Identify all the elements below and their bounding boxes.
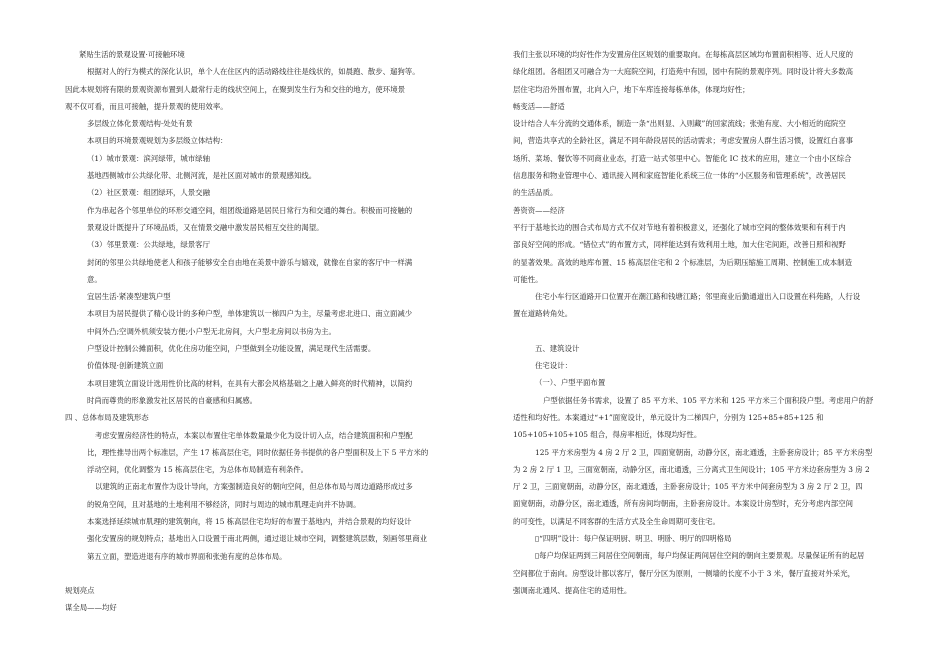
- text-line: 因此本规划将有限的景观资源布置到人最常行走的线状空间上，在聚到发生行为和交往的地方，使环境景: [65, 84, 405, 94]
- text-line: 户型依据任务书需求，设置了 85 平方米、105 平方米和 125 平方米三个面积段户型。考虑用户的舒: [543, 395, 874, 405]
- text-line: 的生活品质。: [513, 188, 558, 198]
- text-line: 我们主张以环境的均好性作为安置房住区规划的重要取向。在每栋高层区域均布置面积相等、近人尺度的: [513, 50, 853, 59]
- text-line: 本案选择延续城市肌理的建筑朝向，将 15 栋高层住宅均好的布置于基地内，并结合景观的均好设计: [87, 517, 412, 527]
- text-line: （1）城市景观：滨河绿带，城市绿轴: [87, 153, 210, 163]
- text-line: 中间外凸;空调外机须安装方便;小户型无北房间，大户型北房间以书房为主。: [87, 326, 336, 336]
- text-line: 意。: [87, 274, 102, 284]
- text-line: 信息服务和物业管理中心、通讯接入网和家庭智能化系统三位一体的“小区服务和管理系统”，改善居民: [513, 171, 846, 181]
- text-line: 善资资——经济: [513, 205, 565, 215]
- text-line: 比，理性推导出两个标准层，产生 17 栋高层住宅，同时依据任务书提供的各户型面积及上下 5 平方米的: [87, 447, 429, 457]
- text-line: 平行于基地长边的围合式布局方式不仅对节地有着积极意义，还强化了城市空间的整体效果和有利于内: [513, 222, 846, 232]
- text-line: 场所、菜场、餐饮等不同商业业态，打造一站式邻里中心。智能化 IC 技术的应用，建立一个由小区综合: [513, 153, 852, 163]
- text-line: 置在道路转角处。: [513, 309, 573, 319]
- text-line: 封闭的邻里公共绿地使老人和孩子能够安全自由地在美景中游乐与嬉戏，就像在自家的客厅中一样满: [87, 257, 413, 267]
- text-line: 可能性。: [513, 274, 543, 284]
- left-text-column: [65, 46, 465, 617]
- text-line: 五、建筑设计: [535, 343, 580, 353]
- text-line: 的可变性，以满足不同客群的生活方式及全生命周期可变住宅。: [513, 516, 720, 526]
- text-line: 厅 2 卫，三面宽朝南，动静分区，南北通透，主卧套房设计；105 平方米中间套房型为 3 房 2 厅 2 卫，四: [513, 482, 863, 492]
- text-line: 适性和均好性。本案通过“+1”面宽设计，单元设计为二梯四户，分别为 125+85+85+125 和: [513, 412, 824, 422]
- text-line: 景观设计既提升了环境品质，又在情景交融中激发居民相互交往的渴望。: [87, 222, 324, 232]
- text-line: 价值体现·创新建筑立面: [87, 361, 164, 371]
- text-line: 面宽朝南，动静分区，南北通透，所有房间均朝南，主卧套房设计。本案设计房型时，充分考虑内部空间: [513, 499, 853, 509]
- text-line: 以建筑的正南北布置作为设计导向，方案强制造良好的朝向空间，但总体布局与周边道路形成过多: [95, 482, 413, 492]
- text-line: 125 平方米房型为 4 房 2 厅 2 卫，四面宽朝南，动静分区，南北通透，主卧套房设计；85 平方米房型: [535, 447, 873, 457]
- text-line: 本项目的环境景观规划为多层级立体结构：: [87, 136, 228, 146]
- text-line: 考虑安置房经济性的特点，本案以布置住宅单体数量最少化为设计切入点，结合建筑面积和户型配: [95, 430, 413, 440]
- text-line: 畅变活——舒适: [513, 101, 565, 111]
- text-line: 的锐角空间，且对基地的土地利用不够经济，同时与周边的城市肌理走向并不协调。: [87, 499, 361, 509]
- text-line: 强化安置房的规划特点；基地出入口设置于南北两侧，通过退让城市空间，调整建筑层数，刻画邻里商业: [87, 534, 427, 544]
- text-line: 紧贴生活的景观设置·可接触环境: [79, 50, 185, 59]
- text-line: 作为串起各个邻里单位的环形交通空间，组团级道路是居民日常行为和交通的舞台。积极而可接触的: [87, 205, 413, 215]
- text-line: 强调南北通风、提高住宅的适用性。: [513, 585, 632, 595]
- text-line: 部良好空间的形成。“错位式”的布置方式，同样能达到有效利用土地，加大住宅间距，改善日照和视野: [513, 240, 846, 250]
- text-line: （2）社区景观：组团绿环，人景交融: [87, 188, 210, 198]
- text-line: 浮动空间，优化调整为 15 栋高层住宅，为总体布局制造有利条件。: [87, 465, 309, 475]
- text-line: 住宅设计：: [535, 361, 572, 371]
- right-text-column: [513, 46, 917, 599]
- blank-line: [65, 565, 465, 582]
- text-line: 基地西侧城市公共绿化带、北侧河流，是社区面对城市的景观感知线。: [87, 171, 317, 181]
- text-line: 本项目为居民提供了精心设计的多种户型，单体建筑以一梯四户为主，尽量考虑北进口、南立面减少: [87, 309, 413, 319]
- text-line: 设计结合人车分流的交通体系，制造一条“出则显、入则藏”的回家流线；张弛有度、大小相近的庭院空: [513, 119, 846, 129]
- text-line: 105+105+105+105 组合，得房率相近，体现均好性。: [513, 430, 702, 440]
- text-line: 空间都位于南向。房型设计都以客厅，餐厅分区为原则，一侧墙的长度不小于 3 米，餐厅直接对外采光，: [513, 568, 855, 578]
- text-line: 为 2 房 2 厅 1 卫，三面宽朝南，动静分区，南北通透，三分离式卫生间设计；105 平方米边套房型为 3 房 2: [513, 464, 870, 474]
- text-line: ▯每户均保证两到三间居住空间朝南，每户均保证两间居住空间的朝向主要景观。尽量保证所有的起居: [535, 551, 865, 561]
- text-line: ▯“四明”设计：每户保证明厨、明卫、明卧、明厅的四明格局: [535, 534, 732, 544]
- text-line: 根据对人的行为模式的深化认识，单个人在住区内的活动路线往往是线状的，如晨跑、散步、遛狗等。: [87, 67, 420, 77]
- text-line: 间，营造共享式的全龄社区，满足不同年龄段居民的活动需求；考虑安置房人群生活习惯，设置红白喜事: [513, 136, 853, 146]
- text-line: 户型设计控制公摊面积，优化住房功能空间，户型做到全功能设置，满足现代生活需要。: [87, 344, 376, 354]
- text-line: 四 、总体布局及建筑形态: [65, 413, 149, 423]
- text-line: 规划亮点: [65, 585, 95, 595]
- blank-line: [513, 323, 917, 340]
- text-line: （一）、户型平面布置: [535, 378, 606, 388]
- text-line: 层住宅均沿外围布置，北向入户，地下车库连接每栋单体，体现均好性；: [513, 84, 750, 94]
- text-line: 谋全局——均好: [65, 603, 117, 613]
- text-line: 宜居生活·紧凑型建筑户型: [87, 292, 171, 302]
- text-line: 的显著效果。高效的地库布置、15 栋高层住宅和 2 个标准层，为后期压缩施工周期、控制施工成本制造: [513, 257, 852, 267]
- text-line: 观不仅可看，而且可接触，提升景观的使用效率。: [65, 101, 228, 111]
- text-line: 住宅小车行区道路开口位置开在潮江路和钱塘江路；邻里商业后勤通道出入口设置在科苑路，人行设: [535, 292, 861, 302]
- text-line: 第五立面，塑造进退有序的城市界面和张弛有度的总体布局。: [87, 551, 287, 561]
- text-line: 多层级立体化景观结构·处处有景: [87, 119, 193, 129]
- text-line: 时尚而尊贵的形象激发社区居民的自豪感和归属感。: [87, 395, 257, 405]
- text-line: （3）邻里景观：公共绿地，绿景客厅: [87, 240, 210, 250]
- text-line: 绿化组团。各组团又可融合为一大庭院空间，打造苑中有园，园中有院的景观序列。同时设计将大多数高: [513, 67, 853, 77]
- text-line: 本项目建筑立面设计选用性价比高的材料，在具有大都会风格基础之上融入鲜亮的时代精神，以简约: [87, 378, 413, 388]
